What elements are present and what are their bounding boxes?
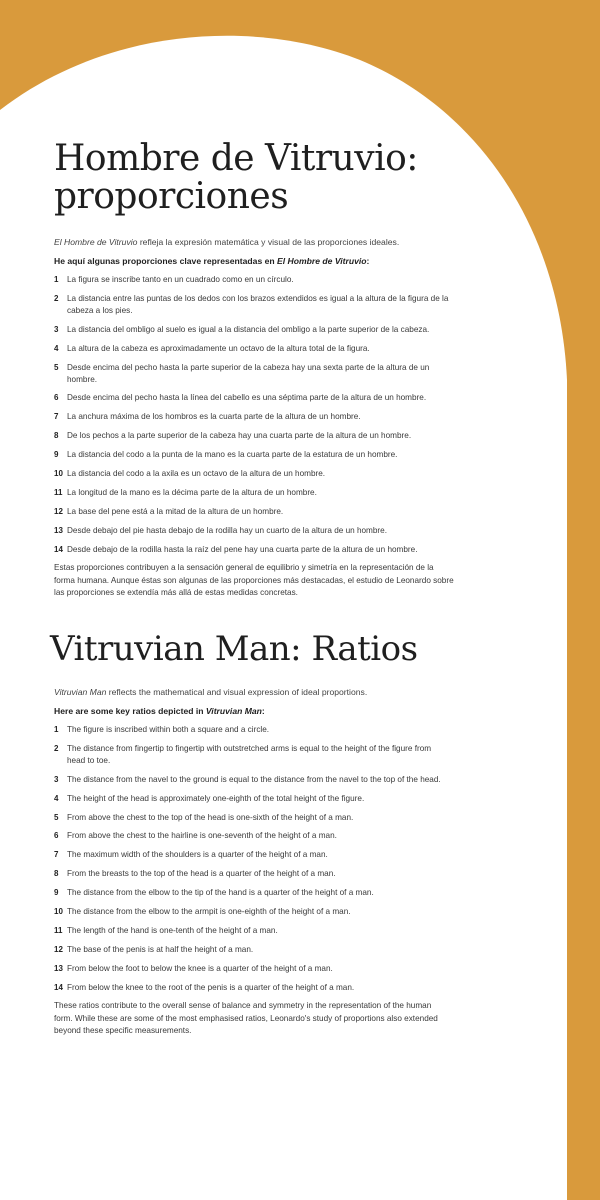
list-item: 7 The maximum width of the shoulders is a quarter of the height of a man. [54, 850, 328, 860]
list-item: 4 La altura de la cabeza es aproximadamente un octavo de la altura total de la figura. [54, 343, 370, 353]
spanish-title-line2: proporciones [54, 176, 289, 217]
spanish-title-line1: Hombre de Vitruvio: [54, 138, 418, 179]
list-item: 13 Desde debajo del pie hasta debajo de la rodilla hay un cuarto de la altura de un hombre. [54, 525, 387, 535]
list-item: 10 La distancia del codo a la axila es un octavo de la altura de un hombre. [54, 469, 326, 479]
spanish-proportions-list [54, 274, 454, 556]
list-item: 5 Desde encima del pecho hasta la parte superior de la cabeza hay una sexta parte de la altura de un hombre. [54, 362, 430, 384]
list-item: 10 The distance from the elbow to the armpit is one-eighth of the height of a man. [54, 907, 351, 917]
spanish-intro: El Hombre de Vitruvio refleja la expresión matemática y visual de las proporciones ideales. [54, 237, 400, 247]
english-ratios-list [50, 724, 450, 994]
list-item: 12 The base of the penis is at half the height of a man. [54, 944, 254, 954]
list-item: 4 The height of the head is approximately one-eighth of the total height of the figure. [54, 793, 365, 803]
spanish-section [54, 140, 454, 600]
english-intro-title: Vitruvian Man [54, 687, 107, 697]
list-item: 1 The figure is inscribed within both a square and a circle. [54, 725, 270, 734]
spanish-lead: He aquí algunas proporciones clave representadas en El Hombre de Vitruvio: [54, 256, 370, 266]
spanish-intro-title: El Hombre de Vitruvio [54, 237, 138, 247]
list-item: 6 From above the chest to the hairline is one-seventh of the height of a man. [54, 831, 337, 841]
english-section [50, 630, 450, 1038]
list-item: 3 La distancia del ombligo al suelo es igual a la distancia del ombligo a la parte superior de la cabeza. [54, 324, 430, 334]
list-item: 2 The distance from fingertip to fingertip with outstretched arms is equal to the height of the figure from head to toe. [54, 743, 432, 765]
list-item: 2 La distancia entre las puntas de los dedos con los brazos extendidos es igual a la altura de la figura de la cabeza a los pies. [54, 293, 449, 315]
spanish-title [54, 140, 454, 216]
list-item: 8 From the breasts to the top of the head is a quarter of the height of a man. [54, 869, 336, 879]
list-item: 13 From below the foot to below the knee is a quarter of the height of a man. [54, 963, 333, 973]
english-lead: Here are some key ratios depicted in Vitruvian Man: [54, 706, 265, 716]
list-item: 14 Desde debajo de la rodilla hasta la raíz del pene hay una cuarta parte de la altura de un hombre. [54, 544, 418, 554]
list-item: 6 Desde encima del pecho hasta la línea del cabello es una séptima parte de la altura de un hombre. [54, 393, 427, 403]
list-item: 9 La distancia del codo a la punta de la mano es la cuarta parte de la estatura de un hombre. [54, 450, 398, 460]
english-title: Vitruvian Man: Ratios [50, 629, 418, 669]
list-item: 5 From above the chest to the top of the head is one-sixth of the height of a man. [54, 812, 354, 822]
list-item: 12 La base del pene está a la mitad de la altura de un hombre. [54, 506, 284, 516]
list-item: 14 From below the knee to the root of the penis is a quarter of the height of a man. [54, 982, 355, 992]
english-intro: Vitruvian Man reflects the mathematical and visual expression of ideal proportions. [54, 687, 368, 697]
list-item: 7 La anchura máxima de los hombros es la cuarta parte de la altura de un hombre. [54, 412, 361, 422]
list-item: 11 La longitud de la mano es la décima parte de la altura de un hombre. [54, 487, 317, 497]
spanish-closing-paragraph: Estas proporciones contribuyen a la sensación general de equilibrio y simetría en la representación de la forma humana. Aunque éstas son algunas de las proporciones más destacadas, el estudio de Leonardo sobre las proporciones se extendía más allá de estas medidas concretas. [54, 563, 454, 598]
list-item: 1 La figura se inscribe tanto en un cuadrado como en un círculo. [54, 275, 294, 284]
english-closing-paragraph: These ratios contribute to the overall sense of balance and symmetry in the representation of the human form. While these are some of the most emphasised ratios, Leonardo's study of proportions also extended beyond these specific measurements. [54, 1001, 438, 1036]
list-item: 3 The distance from the navel to the ground is equal to the distance from the navel to the top of the head. [54, 774, 441, 784]
list-item: 8 De los pechos a la parte superior de la cabeza hay una cuarta parte de la altura de un hombre. [54, 431, 412, 441]
list-item: 11 The length of the hand is one-tenth of the height of a man. [54, 925, 278, 935]
list-item: 9 The distance from the elbow to the tip of the hand is a quarter of the height of a man. [54, 888, 374, 898]
